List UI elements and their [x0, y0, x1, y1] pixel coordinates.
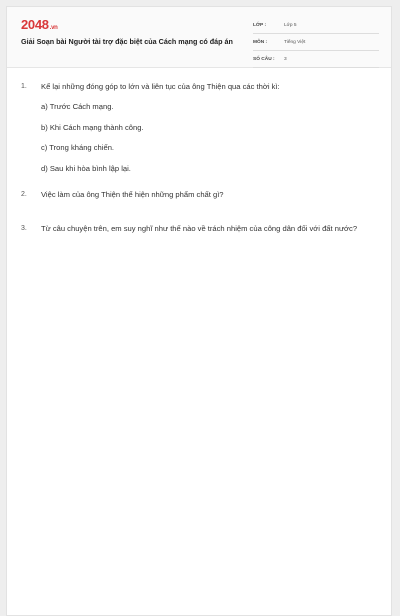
- question-number: 2.: [21, 190, 27, 198]
- question-number: 1.: [21, 83, 27, 90]
- subject-value: Tiếng Việt: [284, 40, 306, 45]
- meta-row-count: [253, 53, 379, 68]
- document-sheet: [6, 6, 392, 616]
- question-item-1: [21, 81, 381, 175]
- question-count-label: SỐ CÂU :: [253, 57, 275, 62]
- question-list: [21, 81, 381, 235]
- question-text: Kể lại những đóng góp to lớn và liên tục của ông Thiện qua các thời kì:: [41, 82, 280, 91]
- question-text: Từ câu chuyện trên, em suy nghĩ như thế nào về trách nhiệm của công dân đối với đất nước?: [41, 223, 358, 233]
- document-header: [7, 7, 391, 68]
- meta-row-class: [253, 19, 379, 34]
- sub-item-b: b) Khi Cách mạng thành công.: [41, 122, 144, 132]
- sub-item-a: a) Trước Cách mạng.: [41, 102, 114, 111]
- sub-item-c: c) Trong kháng chiến.: [41, 143, 115, 152]
- subject-label: MÔN :: [253, 40, 268, 45]
- question-item-3: [21, 223, 381, 235]
- question-count-value: 3: [284, 57, 287, 62]
- question-number: 3.: [21, 224, 27, 232]
- class-value: Lớp 5: [284, 23, 297, 28]
- question-item-2: [21, 189, 381, 201]
- question-text: Việc làm của ông Thiện thể hiện những phẩm chất gì?: [41, 189, 224, 199]
- sub-item-d: d) Sau khi hòa bình lập lại.: [41, 163, 131, 173]
- meta-row-subject: [253, 36, 379, 51]
- site-logo[interactable]: [21, 17, 58, 32]
- logo-suffix: .vn: [49, 25, 58, 31]
- document-title: Giải Soạn bài Người tài trợ đặc biệt của Cách mạng có đáp án: [21, 37, 233, 46]
- class-label: LỚP :: [253, 23, 267, 28]
- logo-text: 2048: [21, 17, 49, 32]
- document-meta: [253, 19, 379, 70]
